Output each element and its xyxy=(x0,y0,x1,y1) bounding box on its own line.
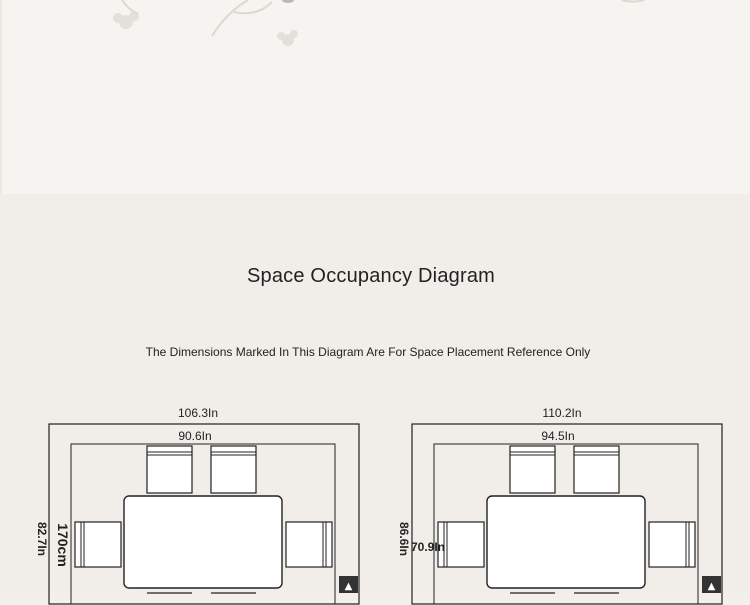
chair-left xyxy=(75,522,121,567)
table-dimension-label: 70.9In xyxy=(410,540,446,554)
table-dimension-label: 170cm xyxy=(55,523,71,567)
floral-decoration xyxy=(2,0,750,194)
svg-text:▲: ▲ xyxy=(344,581,353,592)
dining-table xyxy=(487,496,645,588)
chair-top-right xyxy=(211,446,256,493)
svg-text:▲: ▲ xyxy=(707,581,716,592)
chair-top-right xyxy=(574,446,619,493)
floor-plan-diagram-1 xyxy=(30,400,370,605)
outer-width-label: 110.2In xyxy=(542,406,582,420)
chair-right xyxy=(649,522,695,567)
section-subtitle: The Dimensions Marked In This Diagram Are For Space Placement Reference Only xyxy=(145,345,591,359)
outer-width-label: 106.3In xyxy=(177,406,219,420)
decorative-banner xyxy=(0,0,750,194)
section-title: Space Occupancy Diagram xyxy=(246,265,496,287)
chair-top-left xyxy=(510,446,555,493)
dining-table xyxy=(124,496,282,588)
chair-top-left xyxy=(147,446,192,493)
inner-width-label: 90.6In xyxy=(178,429,212,443)
logo-badge-icon xyxy=(339,576,358,593)
inner-width-label: 94.5In xyxy=(541,429,575,443)
floor-plan-diagram-2 xyxy=(393,400,733,605)
chair-right xyxy=(286,522,332,567)
outer-depth-label: 82.7In xyxy=(35,521,49,557)
logo-badge-icon xyxy=(702,576,721,593)
outer-depth-label: 86.6In xyxy=(397,521,411,557)
